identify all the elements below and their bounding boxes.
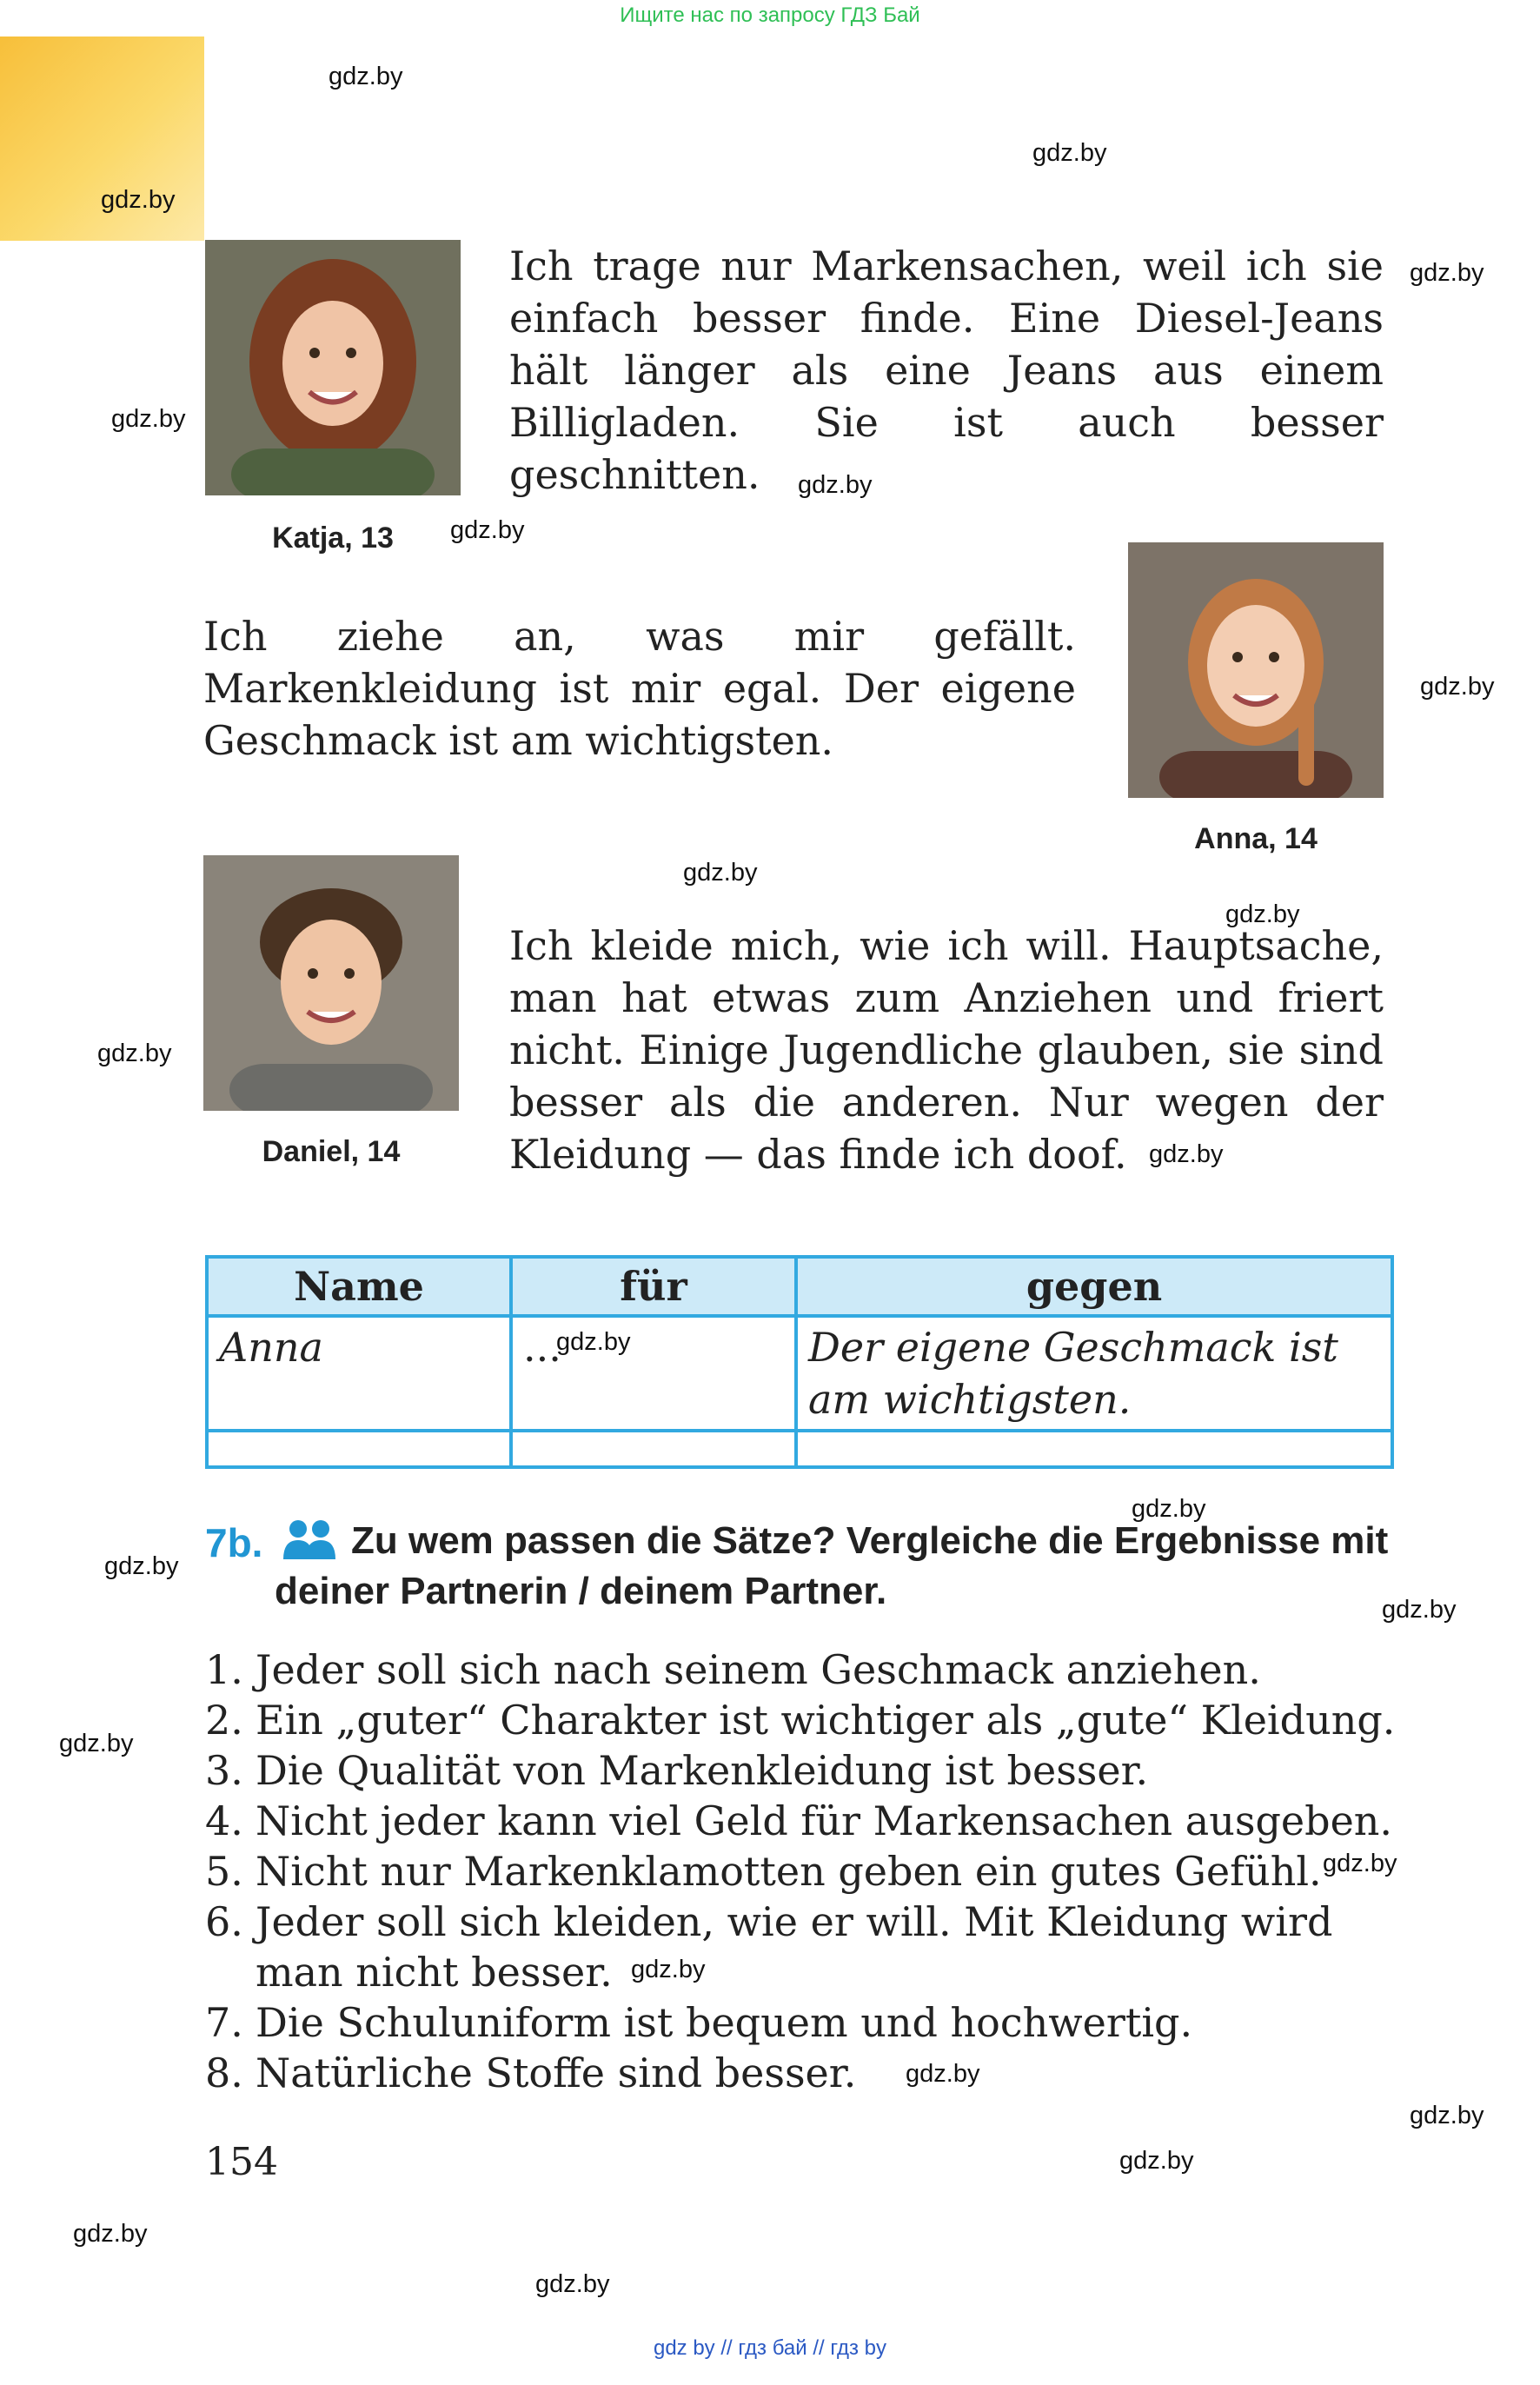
watermark: gdz.by <box>1420 673 1495 701</box>
watermark: gdz.by <box>1119 2147 1194 2175</box>
daniel-caption: Daniel, 14 <box>262 1135 401 1168</box>
watermark: gdz.by <box>683 859 758 887</box>
watermark: gdz.by <box>1132 1495 1206 1523</box>
watermark: gdz.by <box>104 1552 179 1580</box>
katja-quote: Ich trage nur Markensachen, weil ich sie einfach besser finde. Eine Diesel-Jeans hält länger als eine Jeans aus einem Billigladen. Sie ist auch besser geschnitten. <box>509 242 1384 498</box>
table-row <box>207 1316 1392 1431</box>
daniel-quote: Ich kleide mich, wie ich will. Hauptsache, man hat etwas zum Anziehen und friert nicht. Einige Jugendliche glauben, sie sind besser als die anderen. Nur wegen der Kleidung — das finde ich doof. <box>509 922 1384 1178</box>
list-item: 2. Ein „guter“ Charakter ist wichtiger als „gute“ Kleidung. <box>205 1697 1396 1744</box>
watermark: gdz.by <box>101 186 176 214</box>
watermark: gdz.by <box>631 1956 706 1983</box>
page-number: 154 <box>205 2140 278 2184</box>
watermark: gdz.by <box>535 2270 610 2298</box>
column-header: Name <box>207 1257 511 1316</box>
table-cell: Der eigene Geschmack ist am wichtigsten. <box>796 1316 1392 1431</box>
task-instruction: Zu wem passen die Sätze? Vergleiche die Ergebnisse mit deiner Partnerin / deinem Partner. <box>275 1519 1389 1612</box>
column-header: für <box>511 1257 796 1316</box>
watermark: gdz.by <box>556 1328 631 1356</box>
watermark: gdz.by <box>906 2060 980 2088</box>
katja-caption: Katja, 13 <box>272 522 394 555</box>
list-item: 1. Jeder soll sich nach seinem Geschmack anziehen. <box>205 1646 1261 1693</box>
footer-banner[interactable]: gdz by // гдз бай // гдз by <box>653 2336 887 2360</box>
katja-photo <box>205 240 461 495</box>
sentence-list <box>205 1644 1397 2098</box>
anna-photo <box>1128 542 1384 798</box>
watermark: gdz.by <box>1382 1596 1457 1624</box>
watermark: gdz.by <box>329 63 403 90</box>
anna-caption: Anna, 14 <box>1194 822 1318 855</box>
table-cell <box>796 1431 1392 1467</box>
table-cell <box>207 1431 511 1467</box>
watermark: gdz.by <box>798 471 873 499</box>
table-cell <box>511 1431 796 1467</box>
anna-quote: Ich ziehe an, was mir gefällt. Markenkleidung ist mir egal. Der eigene Geschmack ist am wichtigsten. <box>203 613 1076 764</box>
watermark: gdz.by <box>1149 1140 1224 1168</box>
table-cell: Anna <box>207 1316 511 1431</box>
table-row <box>207 1431 1392 1467</box>
list-item: 4. Nicht jeder kann viel Geld für Markensachen ausgeben. <box>205 1797 1393 1844</box>
list-item: 5. Nicht nur Markenklamotten geben ein gutes Gefühl. <box>205 1848 1322 1895</box>
list-item: 8. Natürliche Stoffe sind besser. <box>205 2050 857 2096</box>
watermark: gdz.by <box>1323 1850 1397 1877</box>
daniel-photo <box>203 855 459 1111</box>
watermark: gdz.by <box>1410 259 1484 287</box>
table-cell: ... <box>511 1316 796 1431</box>
watermark: gdz.by <box>59 1730 134 1757</box>
watermark: gdz.by <box>1410 2102 1484 2129</box>
watermark: gdz.by <box>450 516 525 544</box>
task-number: 7b. <box>205 1520 263 1565</box>
watermark: gdz.by <box>1225 900 1300 928</box>
watermark: gdz.by <box>97 1040 172 1067</box>
watermark: gdz.by <box>1032 139 1107 167</box>
top-banner[interactable]: Ищите нас по запросу ГДЗ Бай <box>620 3 920 27</box>
column-header: gegen <box>796 1257 1392 1316</box>
list-item: 3. Die Qualität von Markenkleidung ist besser. <box>205 1747 1149 1794</box>
list-item: 7. Die Schuluniform ist bequem und hochwertig. <box>205 1999 1193 2046</box>
watermark: gdz.by <box>73 2220 148 2248</box>
opinion-table <box>205 1255 1394 1469</box>
table-header-row <box>207 1257 1392 1316</box>
watermark: gdz.by <box>111 405 186 433</box>
list-item: 6. Jeder soll sich kleiden, wie er will. Mit Kleidung wird man nicht besser. <box>205 1898 1333 1996</box>
